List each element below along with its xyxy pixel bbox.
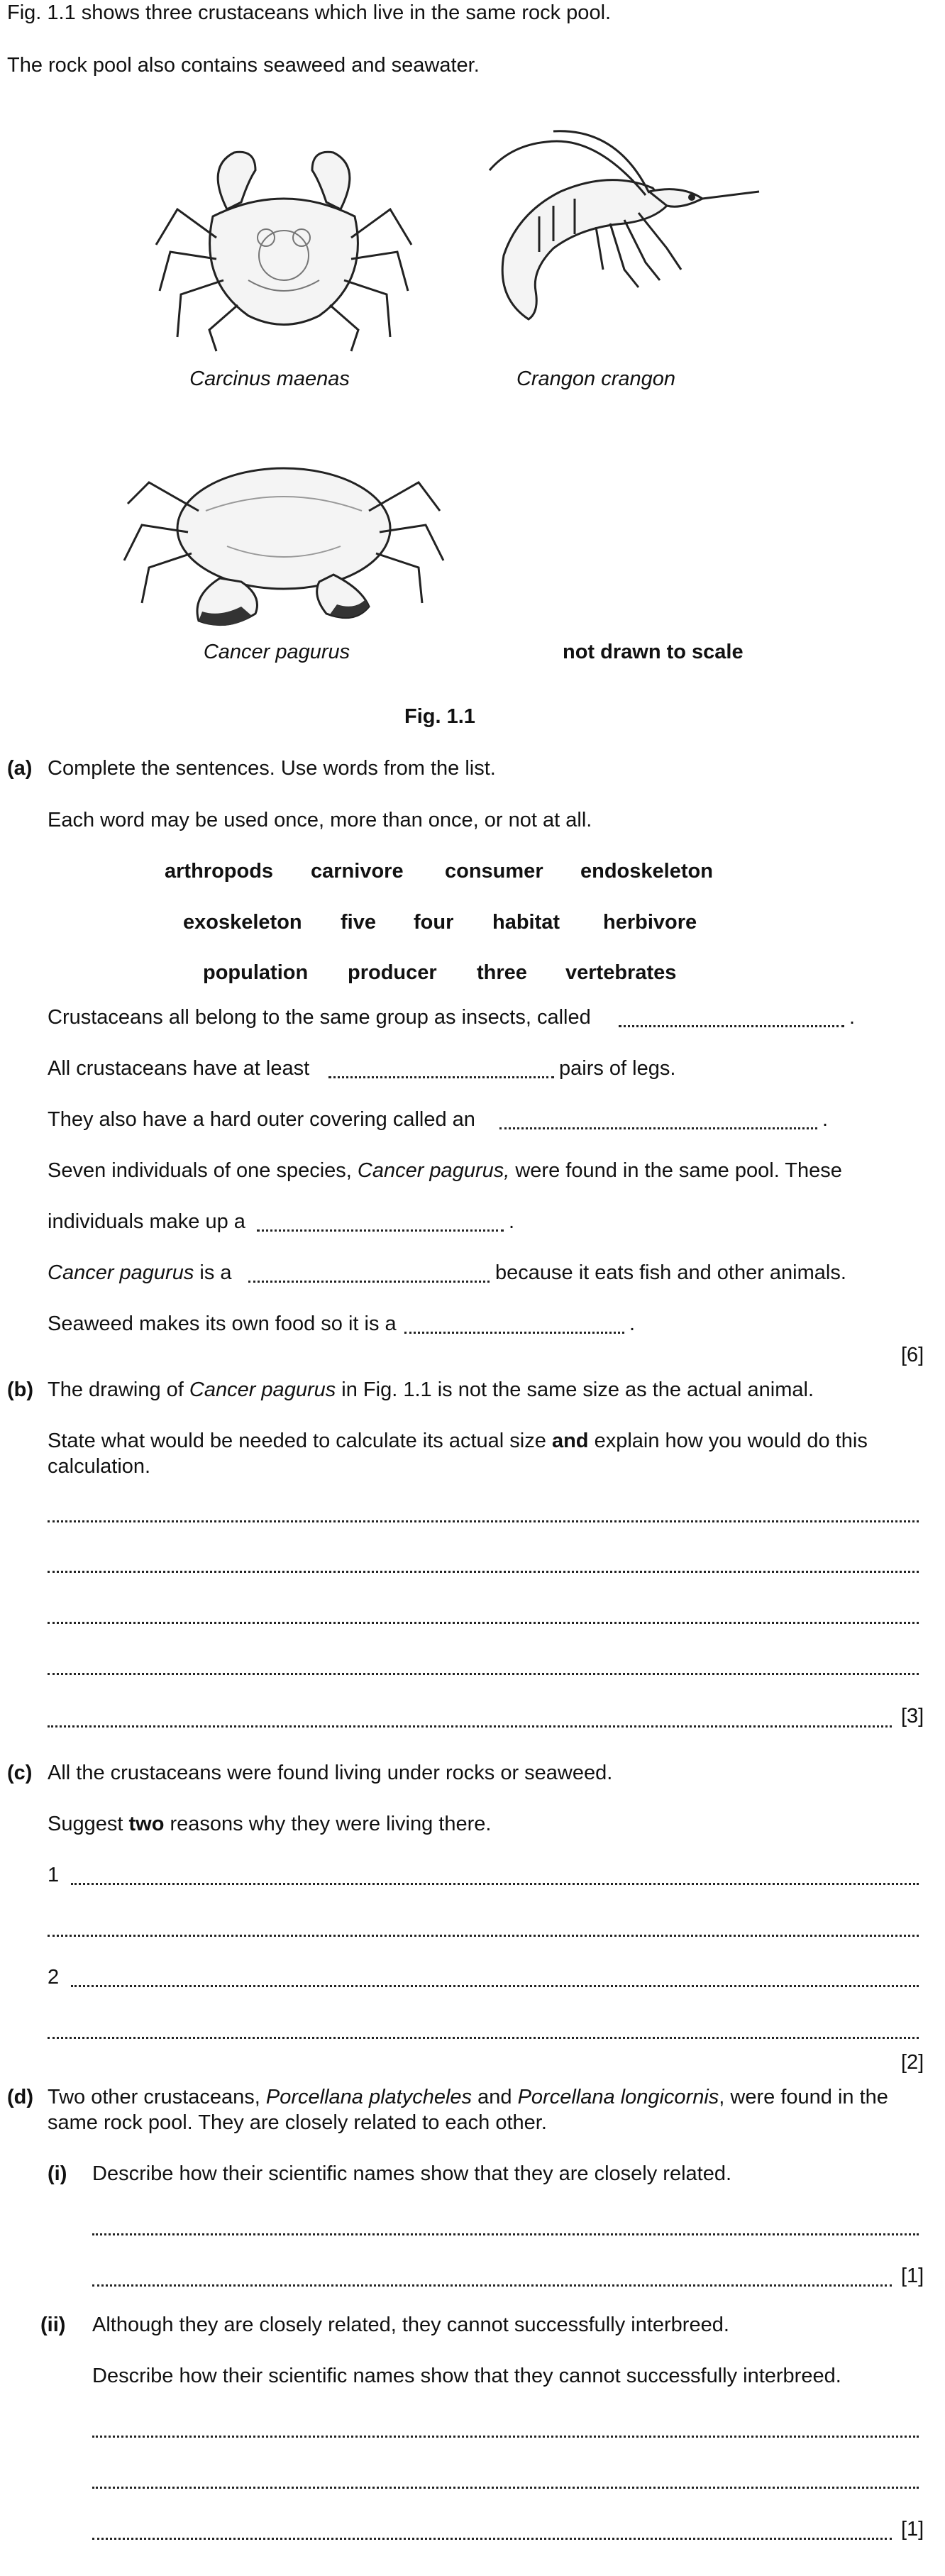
- answer-blank-1[interactable]: [619, 1025, 844, 1027]
- reason-2-number: 2: [48, 1966, 60, 1989]
- part-a-marks: [6]: [901, 1344, 924, 1366]
- scale-note: not drawn to scale: [563, 641, 744, 663]
- part-b-answer-line-4[interactable]: [48, 1673, 919, 1675]
- part-b-marks: [3]: [901, 1705, 924, 1728]
- word-herbivore: herbivore: [603, 911, 697, 934]
- word-five: five: [341, 911, 376, 934]
- part-d-ii-marks: [1]: [901, 2518, 924, 2541]
- part-d-i-marks: [1]: [901, 2265, 924, 2287]
- word-population: population: [203, 961, 309, 984]
- intro-line-1: Fig. 1.1 shows three crustaceans which live in the same rock pool.: [7, 1, 612, 24]
- part-b-label: (b): [7, 1378, 34, 1401]
- cancer-pagurus-drawing: [121, 454, 447, 639]
- part-d-ii-answer-line-3[interactable]: [92, 2538, 892, 2540]
- word-exoskeleton: exoskeleton: [183, 911, 302, 934]
- crangon-crangon-drawing: [468, 128, 766, 326]
- figure-label: Fig. 1.1: [404, 705, 475, 728]
- part-d-ii-answer-line-2[interactable]: [92, 2487, 919, 2489]
- sentence-2-end: pairs of legs.: [559, 1057, 676, 1080]
- part-d-ii-answer-line-1[interactable]: [92, 2436, 919, 2438]
- part-c-marks: [2]: [901, 2051, 924, 2074]
- word-endoskeleton: endoskeleton: [580, 860, 713, 883]
- part-b-question-3: calculation.: [48, 1455, 151, 1478]
- word-four: four: [414, 911, 454, 934]
- answer-blank-2[interactable]: [328, 1076, 554, 1078]
- sentence-3-start: They also have a hard outer covering called an: [48, 1108, 475, 1131]
- answer-blank-6[interactable]: [404, 1332, 624, 1334]
- part-c-question-1: All the crustaceans were found living under rocks or seaweed.: [48, 1762, 613, 1784]
- reason-1-number: 1: [48, 1864, 60, 1886]
- sentence-7-end: .: [629, 1312, 636, 1335]
- part-d-question-1: Two other crustaceans, Porcellana platycheles and Porcellana longicornis, were found in the: [48, 2086, 888, 2108]
- part-b-question-2: State what would be needed to calculate its actual size and explain how you would do this: [48, 1430, 868, 1452]
- sentence-6-start: Cancer pagurus is a: [48, 1261, 232, 1284]
- part-c-label: (c): [7, 1762, 33, 1784]
- part-a-instruction: Complete the sentences. Use words from the list.: [48, 757, 496, 780]
- reason-1-line-1[interactable]: [71, 1883, 919, 1885]
- sentence-1-end: .: [849, 1006, 856, 1029]
- word-consumer: consumer: [445, 860, 543, 883]
- caption-crangon-crangon: Crangon crangon: [516, 367, 676, 390]
- part-c-question-2: Suggest two reasons why they were living there.: [48, 1813, 492, 1835]
- reason-2-line-2[interactable]: [48, 2037, 919, 2039]
- caption-cancer-pagurus: Cancer pagurus: [203, 641, 350, 663]
- part-d-i-answer-line-2[interactable]: [92, 2284, 892, 2287]
- part-b-question-1: The drawing of Cancer pagurus in Fig. 1.1 is not the same size as the actual animal.: [48, 1378, 814, 1401]
- part-b-answer-line-2[interactable]: [48, 1571, 919, 1573]
- part-b-answer-line-1[interactable]: [48, 1520, 919, 1522]
- part-d-i-question: Describe how their scientific names show that they are closely related.: [92, 2162, 732, 2185]
- sentence-2-start: All crustaceans have at least: [48, 1057, 310, 1080]
- sentence-3-end: .: [822, 1108, 829, 1131]
- word-vertebrates: vertebrates: [565, 961, 677, 984]
- sentence-7-start: Seaweed makes its own food so it is a: [48, 1312, 397, 1335]
- part-a-label: (a): [7, 757, 33, 780]
- caption-carcinus-maenas: Carcinus maenas: [189, 367, 350, 390]
- part-b-answer-line-3[interactable]: [48, 1622, 919, 1624]
- word-producer: producer: [348, 961, 437, 984]
- word-habitat: habitat: [492, 911, 560, 934]
- word-three: three: [477, 961, 527, 984]
- word-carnivore: carnivore: [311, 860, 404, 883]
- answer-blank-4[interactable]: [257, 1229, 504, 1232]
- part-d-label: (d): [7, 2086, 34, 2108]
- part-d-ii-question-2: Describe how their scientific names show that they cannot successfully interbreed.: [92, 2365, 841, 2387]
- sentence-5-end: .: [509, 1210, 515, 1233]
- sentence-4-start: Seven individuals of one species, Cancer pagurus, were found in the same pool. These: [48, 1159, 842, 1182]
- answer-blank-5[interactable]: [248, 1281, 490, 1283]
- part-d-i-label: (i): [48, 2162, 67, 2185]
- reason-2-line-1[interactable]: [71, 1985, 919, 1987]
- part-d-question-2: same rock pool. They are closely related to each other.: [48, 2111, 547, 2134]
- word-arthropods: arthropods: [165, 860, 274, 883]
- reason-1-line-2[interactable]: [48, 1935, 919, 1937]
- part-b-answer-line-5[interactable]: [48, 1725, 892, 1728]
- intro-line-2: The rock pool also contains seaweed and seawater.: [7, 54, 480, 77]
- part-d-ii-question-1: Although they are closely related, they cannot successfully interbreed.: [92, 2314, 729, 2336]
- part-a-note: Each word may be used once, more than once, or not at all.: [48, 809, 592, 831]
- carcinus-maenas-drawing: [149, 138, 419, 358]
- sentence-1-start: Crustaceans all belong to the same group as insects, called: [48, 1006, 591, 1029]
- sentence-6-end: because it eats fish and other animals.: [495, 1261, 846, 1284]
- sentence-5-start: individuals make up a: [48, 1210, 245, 1233]
- answer-blank-3[interactable]: [499, 1127, 817, 1129]
- part-d-ii-label: (ii): [40, 2314, 66, 2336]
- part-d-i-answer-line-1[interactable]: [92, 2233, 919, 2235]
